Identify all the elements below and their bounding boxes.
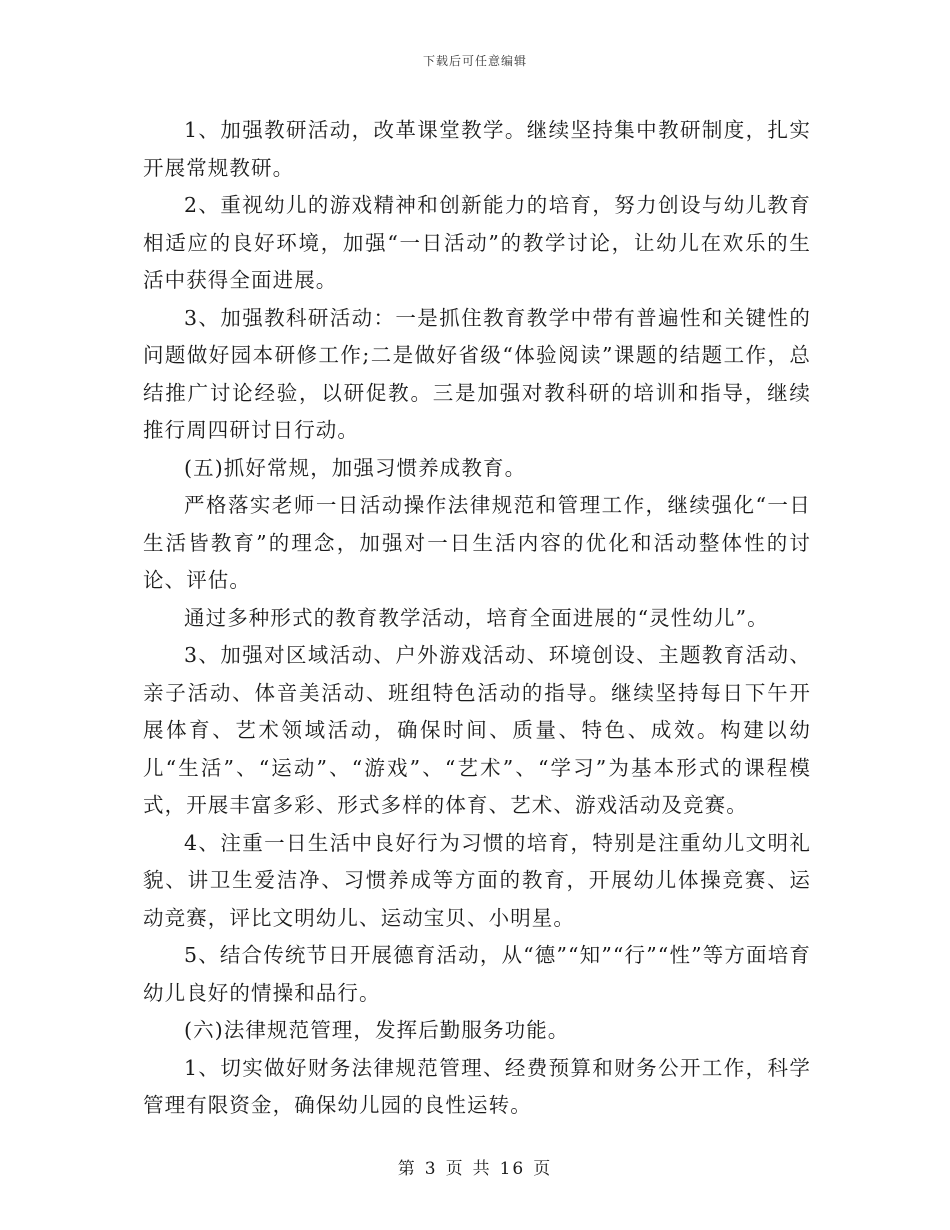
section-heading-6: (六)法律规范管理，发挥后勤服务功能。 [184,1018,570,1042]
page-header: 下载后可任意编辑 [422,54,527,68]
paragraph-9: 5、结合传统节日开展德育活动，从“德”“知”“行”“性”等方面培育幼儿良好的情操和品行。 [143,943,811,1005]
paragraph-3: 3、加强教科研活动：一是抓住教育教学中带有普遍性和关键性的问题做好园本研修工作;二是做好省级“体验阅读”课题的结题工作，总结推广讨论经验，以研促教。三是加强对教科研的培训和指导，继续推行周四研讨日行动。 [143,305,811,442]
footer-page-number: 3 [424,1159,438,1179]
footer-total-prefix: 共 [472,1159,492,1179]
paragraph-7: 3、加强对区域活动、户外游戏活动、环境创设、主题教育活动、亲子活动、体音美活动、班组特色活动的指导。继续坚持每日下午开展体育、艺术领域活动，确保时间、质量、特色、成效。构建以幼儿“生活”、“运动”、“游戏”、“艺术”、“学习”为基本形式的课程模式，开展丰富多彩、形式多样的体育、艺术、游戏活动及竞赛。 [143,643,811,817]
paragraph-5: 严格落实老师一日活动操作法律规范和管理工作，继续强化“一日生活皆教育”的理念，加强对一日生活内容的优化和活动整体性的讨论、评估。 [143,493,811,592]
footer-total-suffix: 页 [533,1159,553,1179]
paragraph-1: 1、加强教研活动，改革课堂教学。继续坚持集中教研制度，扎实开展常规教研。 [143,118,811,180]
paragraph-11: 1、切实做好财务法律规范管理、经费预算和财务公开工作，科学管理有限资金，确保幼儿园的良性运转。 [143,1055,811,1117]
page-footer [0,1154,950,1179]
footer-page-mid: 页 [445,1159,465,1179]
document-body [143,112,811,1125]
section-heading-5: (五)抓好常规，加强习惯养成教育。 [184,455,527,480]
paragraph-2: 2、重视幼儿的游戏精神和创新能力的培育，努力创设与幼儿教育相适应的良好环境，加强“一日活动”的教学讨论，让幼儿在欢乐的生活中获得全面进展。 [143,193,811,292]
paragraph-6: 通过多种形式的教育教学活动，培育全面进展的“灵性幼儿”。 [184,605,769,630]
paragraph-8: 4、注重一日生活中良好行为习惯的培育，特别是注重幼儿文明礼貌、讲卫生爱洁净、习惯养成等方面的教育，开展幼儿体操竞赛、运动竞赛，评比文明幼儿、运动宝贝、小明星。 [143,830,811,930]
footer-total-pages: 16 [499,1159,526,1179]
footer-page-prefix: 第 [397,1159,417,1179]
